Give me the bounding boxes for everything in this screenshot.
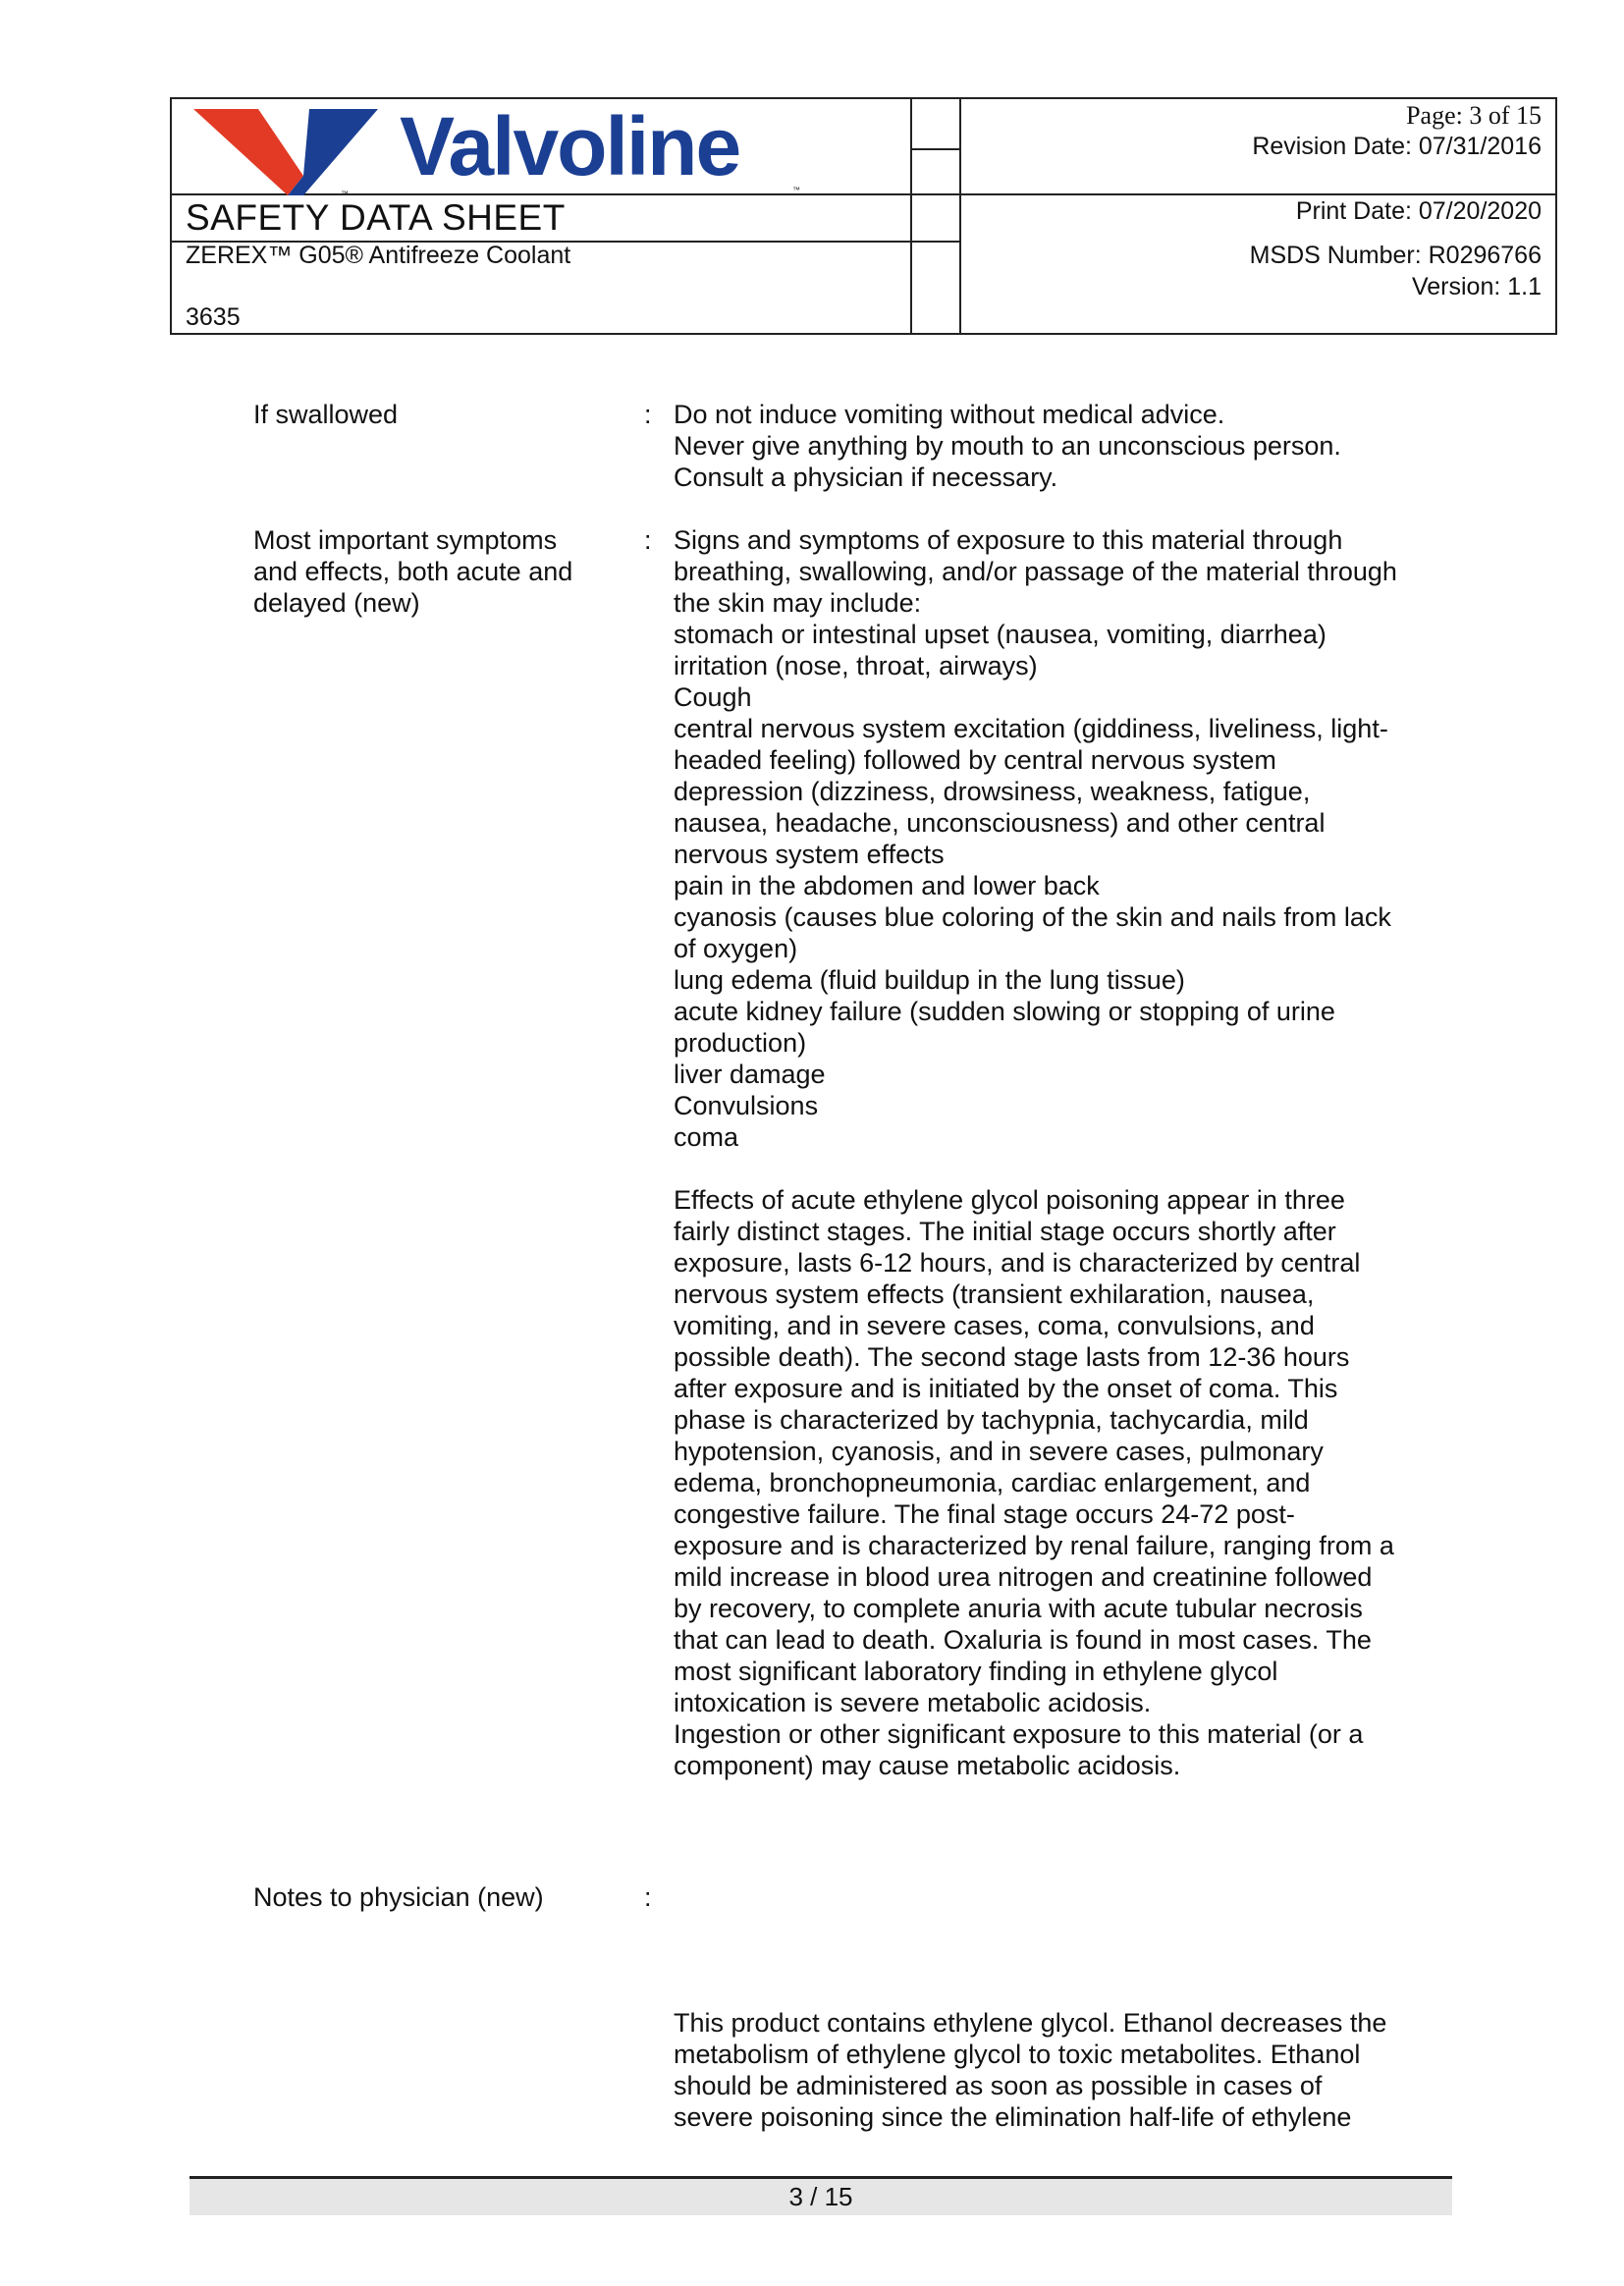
page-indicator: Page: 3 of 15: [1406, 101, 1542, 130]
label-line: Most important symptoms: [253, 525, 558, 555]
section-label: [253, 524, 626, 619]
value-line: metabolism of ethylene glycol to toxic metabolites. Ethanol: [674, 2040, 1361, 2069]
valvoline-v-icon: [193, 107, 390, 197]
value-line: severe poisoning since the elimination half-life of ethylene: [674, 2102, 1352, 2132]
section-value: [674, 524, 1439, 1781]
paragraph-line: fairly distinct stages. The initial stage occurs shortly after: [674, 1217, 1336, 1246]
colon: :: [644, 525, 652, 555]
paragraph-line: phase is characterized by tachypnia, tachycardia, mild: [674, 1405, 1309, 1435]
value-line: headed feeling) followed by central nervous system: [674, 745, 1276, 775]
value-line: cyanosis (causes blue coloring of the skin and nails from lack: [674, 902, 1391, 932]
value-line: coma: [674, 1122, 739, 1152]
value-line: of oxygen): [674, 934, 798, 963]
paragraph-line: after exposure and is initiated by the onset of coma. This: [674, 1374, 1338, 1403]
valvoline-logo: [193, 100, 979, 198]
value-line: depression (dizziness, drowsiness, weakness, fatigue,: [674, 777, 1311, 806]
label-line: If swallowed: [253, 400, 399, 429]
value-line: production): [674, 1028, 807, 1058]
value-line: should be administered as soon as possible in cases of: [674, 2071, 1323, 2100]
value-line: Consult a physician if necessary.: [674, 463, 1058, 492]
value-line: This product contains ethylene glycol. Ethanol decreases the: [674, 2008, 1387, 2038]
colon: :: [644, 400, 652, 429]
trademark-mark: ™: [341, 190, 349, 198]
value-line: liver damage: [674, 1060, 826, 1089]
paragraph-line: nervous system effects (transient exhilaration, nausea,: [674, 1279, 1315, 1309]
value-line: nausea, headache, unconsciousness) and other central: [674, 808, 1326, 838]
paragraph-line: possible death). The second stage lasts from 12-36 hours: [674, 1342, 1350, 1372]
value-line: the skin may include:: [674, 588, 922, 618]
section-label: [253, 399, 626, 430]
paragraph-line: intoxication is severe metabolic acidosis.: [674, 1688, 1152, 1717]
paragraph-line: edema, bronchopneumonia, cardiac enlargement, and: [674, 1468, 1311, 1497]
value-line: Signs and symptoms of exposure to this material through: [674, 525, 1343, 555]
header-divider: [910, 193, 1555, 195]
paragraph-line: component) may cause metabolic acidosis.: [674, 1751, 1181, 1780]
colon: :: [644, 1882, 652, 1912]
footer-page-number: 3 / 15: [189, 2179, 1452, 2215]
paragraph-line: that can lead to death. Oxaluria is found in most cases. The: [674, 1625, 1372, 1655]
print-date: Print Date: 07/20/2020: [1295, 197, 1542, 225]
document-title: SAFETY DATA SHEET: [186, 197, 566, 238]
value-line: stomach or intestinal upset (nausea, vomiting, diarrhea): [674, 620, 1326, 649]
value-line: breathing, swallowing, and/or passage of the material through: [674, 557, 1397, 586]
paragraph-line: Effects of acute ethylene glycol poisoning appear in three: [674, 1185, 1345, 1215]
paragraph-line: exposure, lasts 6-12 hours, and is characterized by central: [674, 1248, 1361, 1278]
msds-number: MSDS Number: R0296766: [1249, 242, 1542, 269]
value-line: pain in the abdomen and lower back: [674, 871, 1100, 900]
paragraph-line: most significant laboratory finding in ethylene glycol: [674, 1657, 1278, 1686]
product-code: 3635: [186, 303, 241, 331]
value-line: Never give anything by mouth to an unconscious person.: [674, 431, 1341, 461]
paragraph-line: congestive failure. The final stage occurs 24-72 post-: [674, 1499, 1295, 1529]
paragraph-line: Ingestion or other significant exposure to this material (or a: [674, 1719, 1364, 1749]
brand-wordmark: Valvoline: [400, 100, 740, 192]
value-line: nervous system effects: [674, 840, 945, 869]
product-name: ZEREX™ G05® Antifreeze Coolant: [186, 242, 571, 269]
value-line: Do not induce vomiting without medical advice.: [674, 400, 1225, 429]
value-line: Cough: [674, 682, 752, 712]
section-value: [674, 399, 1439, 493]
section-label: [253, 1881, 626, 1913]
label-line: delayed (new): [253, 588, 420, 618]
sds-header: [170, 97, 1557, 335]
value-line: central nervous system excitation (giddiness, liveliness, light-: [674, 714, 1388, 743]
section-value: [674, 2007, 1439, 2133]
revision-date: Revision Date: 07/31/2016: [1252, 133, 1542, 160]
value-line: acute kidney failure (sudden slowing or stopping of urine: [674, 997, 1335, 1026]
label-line: Notes to physician (new): [253, 1882, 544, 1912]
paragraph-line: by recovery, to complete anuria with acute tubular necrosis: [674, 1594, 1363, 1623]
paragraph-line: vomiting, and in severe cases, coma, convulsions, and: [674, 1311, 1315, 1340]
value-line: Convulsions: [674, 1091, 819, 1120]
paragraph-line: hypotension, cyanosis, and in severe cases, pulmonary: [674, 1437, 1324, 1466]
version: Version: 1.1: [1411, 273, 1542, 300]
trademark-mark: ™: [792, 186, 800, 194]
label-line: and effects, both acute and: [253, 557, 573, 586]
paragraph-line: exposure and is characterized by renal failure, ranging from a: [674, 1531, 1394, 1560]
spacer-line: [674, 1153, 1439, 1184]
value-line: irritation (nose, throat, airways): [674, 651, 1038, 680]
value-line: lung edema (fluid buildup in the lung tissue): [674, 965, 1185, 995]
paragraph-line: mild increase in blood urea nitrogen and creatinine followed: [674, 1562, 1373, 1592]
